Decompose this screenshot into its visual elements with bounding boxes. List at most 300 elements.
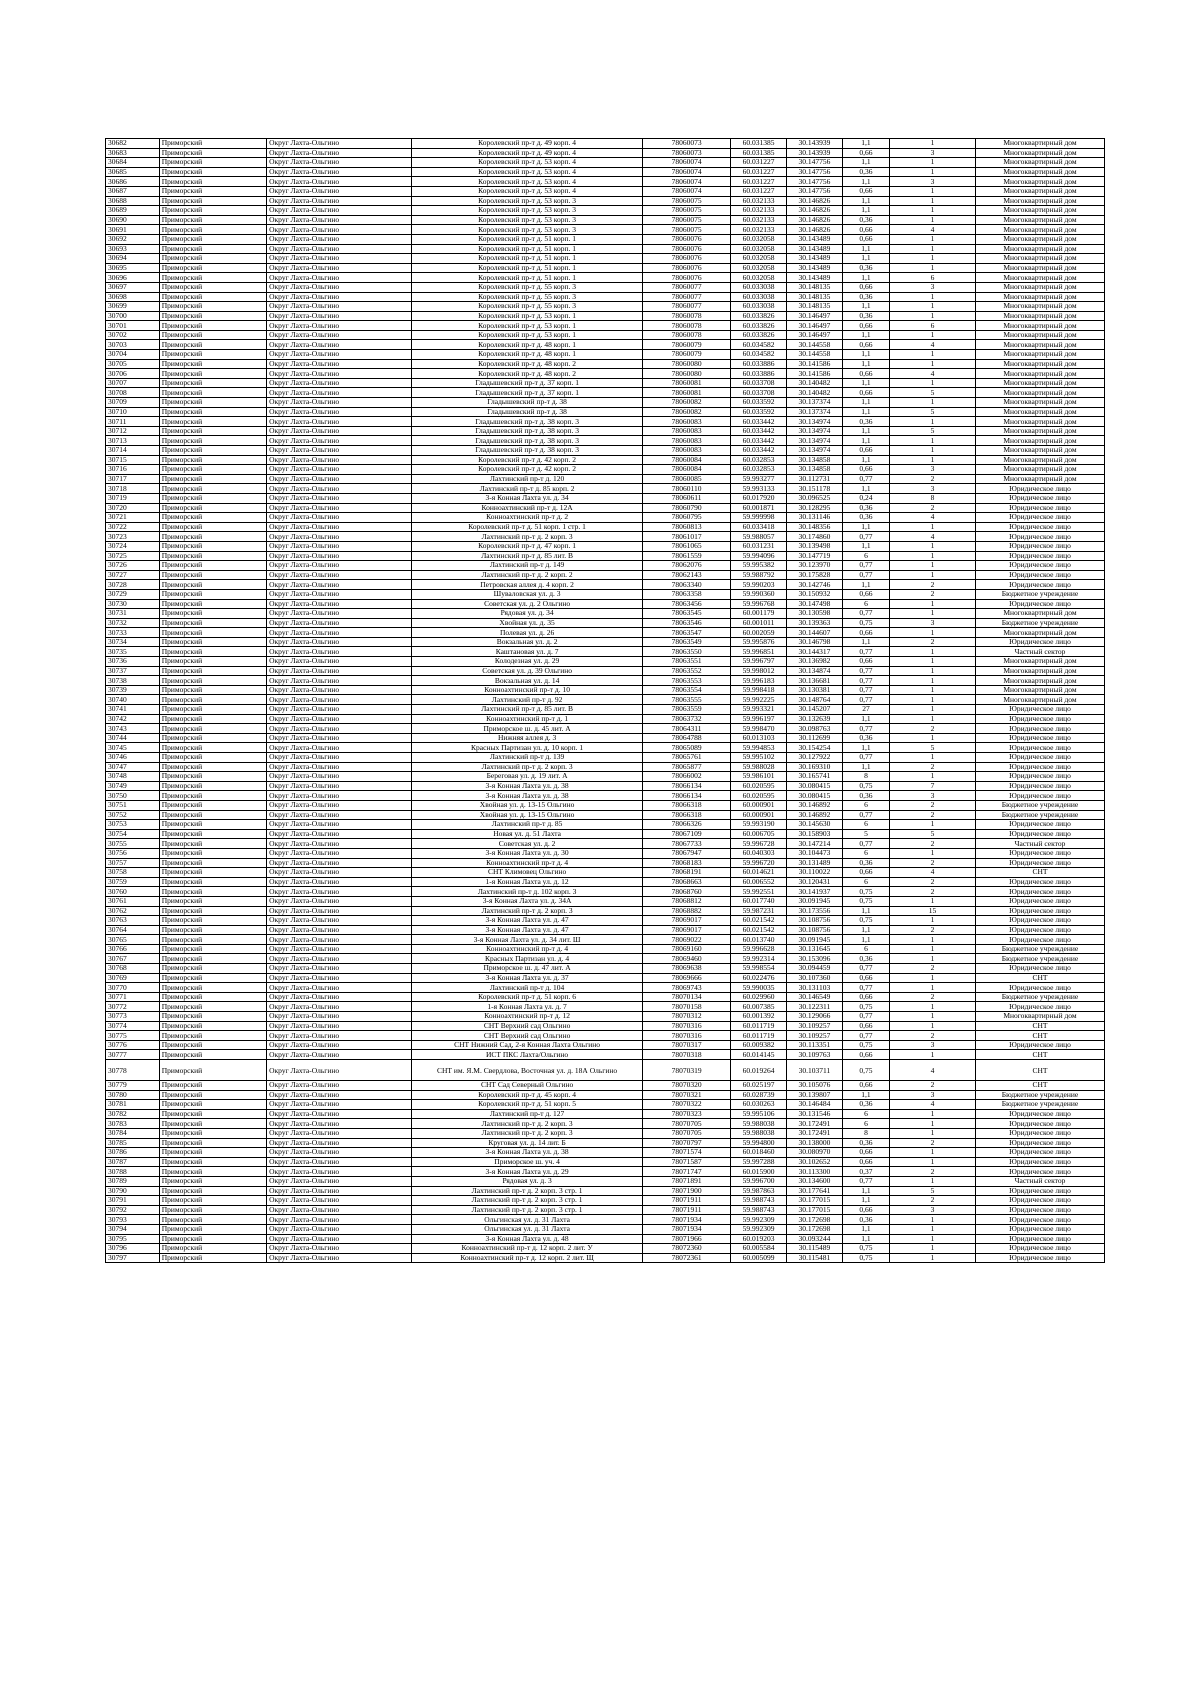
object-code-cell: 78060110 — [643, 484, 731, 494]
municipal-okrug-cell: Округ Лахта-Ольгино — [267, 551, 412, 561]
municipal-okrug-cell: Округ Лахта-Ольгино — [267, 896, 412, 906]
district-cell: Приморский — [159, 609, 266, 619]
municipal-okrug-cell: Округ Лахта-Ольгино — [267, 743, 412, 753]
latitude-cell: 59.996797 — [731, 657, 787, 667]
row-id-cell: 30736 — [106, 657, 160, 667]
object-code-cell: 78068882 — [643, 906, 731, 916]
volume-cell: 0,24 — [842, 493, 889, 503]
volume-cell: 0,77 — [842, 666, 889, 676]
table-row — [106, 609, 1105, 619]
source-type-cell: Юридическое лицо — [976, 820, 1105, 830]
address-cell: Ольгинская ул. д. 31 Лахта — [412, 1215, 643, 1225]
container-count-cell: 2 — [890, 839, 976, 849]
longitude-cell: 30.109763 — [786, 1050, 842, 1060]
object-code-cell: 78063553 — [643, 676, 731, 686]
table-row — [106, 350, 1105, 360]
municipal-okrug-cell: Округ Лахта-Ольгино — [267, 1234, 412, 1244]
address-cell: 3-я Конная Лахта ул. д. 34 — [412, 493, 643, 503]
longitude-cell: 30.107360 — [786, 973, 842, 983]
container-count-cell: 1 — [890, 820, 976, 830]
volume-cell: 0,36 — [842, 215, 889, 225]
container-count-cell: 2 — [890, 1031, 976, 1041]
volume-cell: 1,1 — [842, 925, 889, 935]
object-code-cell: 78063358 — [643, 589, 731, 599]
address-cell: Королевский пр-т д. 51 корп. 1 стр. 1 — [412, 522, 643, 532]
district-cell: Приморский — [159, 436, 266, 446]
object-code-cell: 78069160 — [643, 944, 731, 954]
object-code-cell: 78071747 — [643, 1167, 731, 1177]
district-cell: Приморский — [159, 647, 266, 657]
source-type-cell: Юридическое лицо — [976, 772, 1105, 782]
latitude-cell: 59.994800 — [731, 1138, 787, 1148]
object-code-cell: 78060074 — [643, 167, 731, 177]
district-cell: Приморский — [159, 186, 266, 196]
row-id-cell: 30706 — [106, 369, 160, 379]
municipal-okrug-cell: Округ Лахта-Ольгино — [267, 1109, 412, 1119]
row-id-cell: 30766 — [106, 944, 160, 954]
longitude-cell: 30.146484 — [786, 1100, 842, 1110]
source-type-cell: Юридическое лицо — [976, 1157, 1105, 1167]
container-count-cell: 2 — [890, 925, 976, 935]
address-cell: 3-я Конная Лахта ул. д. 38 — [412, 1148, 643, 1158]
district-cell: Приморский — [159, 407, 266, 417]
municipal-okrug-cell: Округ Лахта-Ольгино — [267, 148, 412, 158]
address-cell: Конноахтинский пр-т д. 4 — [412, 858, 643, 868]
table-row — [106, 1215, 1105, 1225]
latitude-cell: 60.017920 — [731, 493, 787, 503]
municipal-okrug-cell: Округ Лахта-Ольгино — [267, 1205, 412, 1215]
container-count-cell: 1 — [890, 1119, 976, 1129]
latitude-cell: 60.032133 — [731, 215, 787, 225]
source-type-cell: Юридическое лицо — [976, 791, 1105, 801]
address-cell: 1-я Конная Лахта ул. д. 7 — [412, 1002, 643, 1012]
container-count-cell: 1 — [890, 753, 976, 763]
volume-cell: 0,36 — [842, 167, 889, 177]
source-type-cell: Юридическое лицо — [976, 522, 1105, 532]
object-code-cell: 78070323 — [643, 1109, 731, 1119]
row-id-cell: 30761 — [106, 896, 160, 906]
latitude-cell: 59.988792 — [731, 570, 787, 580]
source-type-cell: Многоквартирный дом — [976, 196, 1105, 206]
address-cell: Королевский пр-т д. 55 корп. 3 — [412, 302, 643, 312]
row-id-cell: 30752 — [106, 810, 160, 820]
latitude-cell: 59.988743 — [731, 1205, 787, 1215]
district-cell: Приморский — [159, 455, 266, 465]
longitude-cell: 30.169310 — [786, 762, 842, 772]
row-id-cell: 30703 — [106, 340, 160, 350]
district-cell: Приморский — [159, 541, 266, 551]
table-row — [106, 1119, 1105, 1129]
container-count-cell: 2 — [890, 1138, 976, 1148]
address-cell: Гладышевский пр-т д. 38 корп. 3 — [412, 426, 643, 436]
volume-cell: 0,36 — [842, 311, 889, 321]
table-row — [106, 158, 1105, 168]
source-type-cell: Юридическое лицо — [976, 1186, 1105, 1196]
district-cell: Приморский — [159, 589, 266, 599]
object-code-cell: 78070797 — [643, 1138, 731, 1148]
volume-cell: 0,75 — [842, 1002, 889, 1012]
latitude-cell: 59.996700 — [731, 1176, 787, 1186]
district-cell: Приморский — [159, 158, 266, 168]
municipal-okrug-cell: Округ Лахта-Ольгино — [267, 254, 412, 264]
municipal-okrug-cell: Округ Лахта-Ольгино — [267, 666, 412, 676]
address-cell: Лахтинский пр-т д. 2 корп. 3 — [412, 762, 643, 772]
district-cell: Приморский — [159, 446, 266, 456]
volume-cell: 0,66 — [842, 589, 889, 599]
container-count-cell: 1 — [890, 436, 976, 446]
latitude-cell: 60.009382 — [731, 1040, 787, 1050]
longitude-cell: 30.139807 — [786, 1090, 842, 1100]
municipal-okrug-cell: Округ Лахта-Ольгино — [267, 398, 412, 408]
longitude-cell: 30.150932 — [786, 589, 842, 599]
address-cell: 3-я Конная Лахта ул. д. 37 — [412, 973, 643, 983]
source-type-cell: Юридическое лицо — [976, 983, 1105, 993]
source-type-cell: Бюджетное учреждение — [976, 1090, 1105, 1100]
source-type-cell: Бюджетное учреждение — [976, 944, 1105, 954]
district-cell: Приморский — [159, 983, 266, 993]
table-row — [106, 1060, 1105, 1081]
row-id-cell: 30685 — [106, 167, 160, 177]
district-cell: Приморский — [159, 1060, 266, 1081]
table-row — [106, 1012, 1105, 1022]
district-cell: Приморский — [159, 561, 266, 571]
district-cell: Приморский — [159, 685, 266, 695]
table-row — [106, 1176, 1105, 1186]
address-cell: Вокзальная ул. д. 2 — [412, 637, 643, 647]
longitude-cell: 30.144558 — [786, 340, 842, 350]
source-type-cell: Юридическое лицо — [976, 551, 1105, 561]
source-type-cell: Частный сектор — [976, 839, 1105, 849]
district-cell: Приморский — [159, 925, 266, 935]
container-count-cell: 2 — [890, 1196, 976, 1206]
municipal-okrug-cell: Округ Лахта-Ольгино — [267, 964, 412, 974]
object-code-cell: 78066134 — [643, 791, 731, 801]
address-cell: Лахтинский пр-т д. 2 корп. 3 стр. 1 — [412, 1186, 643, 1196]
latitude-cell: 60.033442 — [731, 446, 787, 456]
object-code-cell: 78060073 — [643, 139, 731, 149]
container-count-cell: 1 — [890, 1109, 976, 1119]
municipal-okrug-cell: Округ Лахта-Ольгино — [267, 810, 412, 820]
volume-cell: 1,1 — [842, 580, 889, 590]
longitude-cell: 30.131546 — [786, 1109, 842, 1119]
source-type-cell: Многоквартирный дом — [976, 244, 1105, 254]
volume-cell: 0,66 — [842, 225, 889, 235]
object-code-cell: 78071891 — [643, 1176, 731, 1186]
table-row — [106, 916, 1105, 926]
source-type-cell: Многоквартирный дом — [976, 292, 1105, 302]
district-cell: Приморский — [159, 906, 266, 916]
municipal-okrug-cell: Округ Лахта-Ольгино — [267, 705, 412, 715]
row-id-cell: 30697 — [106, 282, 160, 292]
district-cell: Приморский — [159, 215, 266, 225]
municipal-okrug-cell: Округ Лахта-Ольгино — [267, 455, 412, 465]
table-row — [106, 906, 1105, 916]
container-count-cell: 2 — [890, 992, 976, 1002]
address-cell: Хвойная ул. д. 13-15 Ольгино — [412, 800, 643, 810]
district-cell: Приморский — [159, 1128, 266, 1138]
table-row — [106, 829, 1105, 839]
longitude-cell: 30.146549 — [786, 992, 842, 1002]
table-row — [106, 139, 1105, 149]
longitude-cell: 30.148135 — [786, 282, 842, 292]
row-id-cell: 30688 — [106, 196, 160, 206]
container-count-cell: 1 — [890, 685, 976, 695]
municipal-okrug-cell: Округ Лахта-Ольгино — [267, 753, 412, 763]
volume-cell: 0,77 — [842, 695, 889, 705]
volume-cell: 0,75 — [842, 1060, 889, 1081]
container-count-cell: 1 — [890, 695, 976, 705]
district-cell: Приморский — [159, 637, 266, 647]
municipal-okrug-cell: Округ Лахта-Ольгино — [267, 618, 412, 628]
table-row — [106, 570, 1105, 580]
district-cell: Приморский — [159, 676, 266, 686]
source-type-cell: Юридическое лицо — [976, 753, 1105, 763]
latitude-cell: 59.993133 — [731, 484, 787, 494]
longitude-cell: 30.134858 — [786, 465, 842, 475]
row-id-cell: 30783 — [106, 1119, 160, 1129]
address-cell: Лахтинский пр-т д. 149 — [412, 561, 643, 571]
district-cell: Приморский — [159, 1244, 266, 1254]
municipal-okrug-cell: Округ Лахта-Ольгино — [267, 1119, 412, 1129]
container-count-cell: 1 — [890, 196, 976, 206]
container-count-cell: 1 — [890, 302, 976, 312]
row-id-cell: 30756 — [106, 848, 160, 858]
source-type-cell: Юридическое лицо — [976, 1196, 1105, 1206]
district-cell: Приморский — [159, 206, 266, 216]
source-type-cell: Юридическое лицо — [976, 1002, 1105, 1012]
row-id-cell: 30734 — [106, 637, 160, 647]
container-count-cell: 2 — [890, 877, 976, 887]
row-id-cell: 30773 — [106, 1012, 160, 1022]
table-row — [106, 743, 1105, 753]
row-id-cell: 30694 — [106, 254, 160, 264]
latitude-cell: 60.032853 — [731, 455, 787, 465]
longitude-cell: 30.091945 — [786, 935, 842, 945]
table-row — [106, 215, 1105, 225]
longitude-cell: 30.131103 — [786, 983, 842, 993]
row-id-cell: 30687 — [106, 186, 160, 196]
volume-cell: 0,36 — [842, 513, 889, 523]
volume-cell: 0,66 — [842, 446, 889, 456]
container-count-cell: 3 — [890, 465, 976, 475]
data-table — [105, 138, 1105, 1263]
object-code-cell: 78060079 — [643, 350, 731, 360]
address-cell: 3-я Конная Лахта ул. д. 29 — [412, 1167, 643, 1177]
address-cell: Каштановая ул. д. 7 — [412, 647, 643, 657]
object-code-cell: 78060083 — [643, 436, 731, 446]
container-count-cell: 1 — [890, 350, 976, 360]
municipal-okrug-cell: Округ Лахта-Ольгино — [267, 925, 412, 935]
container-count-cell: 1 — [890, 1224, 976, 1234]
latitude-cell: 60.001179 — [731, 609, 787, 619]
container-count-cell: 1 — [890, 206, 976, 216]
container-count-cell: 1 — [890, 561, 976, 571]
longitude-cell: 30.145207 — [786, 705, 842, 715]
source-type-cell: Юридическое лицо — [976, 887, 1105, 897]
longitude-cell: 30.142746 — [786, 580, 842, 590]
municipal-okrug-cell: Округ Лахта-Ольгино — [267, 1128, 412, 1138]
address-cell: Хвойная ул. д. 35 — [412, 618, 643, 628]
container-count-cell: 15 — [890, 906, 976, 916]
row-id-cell: 30698 — [106, 292, 160, 302]
address-cell: Приморское ш. д. 47 лит. А — [412, 964, 643, 974]
table-row — [106, 657, 1105, 667]
volume-cell: 1,1 — [842, 935, 889, 945]
container-count-cell: 1 — [890, 714, 976, 724]
longitude-cell: 30.172491 — [786, 1119, 842, 1129]
longitude-cell: 30.123970 — [786, 561, 842, 571]
source-type-cell: Юридическое лицо — [976, 724, 1105, 734]
municipal-okrug-cell: Округ Лахта-Ольгино — [267, 234, 412, 244]
address-cell: 1-я Конная Лахта ул. д. 12 — [412, 877, 643, 887]
district-cell: Приморский — [159, 839, 266, 849]
address-cell: Королевский пр-т д. 49 корп. 4 — [412, 148, 643, 158]
table-row — [106, 647, 1105, 657]
object-code-cell: 78063547 — [643, 628, 731, 638]
latitude-cell: 59.995106 — [731, 1109, 787, 1119]
address-cell: Королевский пр-т д. 51 корп. 5 — [412, 1100, 643, 1110]
source-type-cell: Юридическое лицо — [976, 637, 1105, 647]
district-cell: Приморский — [159, 196, 266, 206]
latitude-cell: 59.992314 — [731, 954, 787, 964]
row-id-cell: 30755 — [106, 839, 160, 849]
source-type-cell: Многоквартирный дом — [976, 167, 1105, 177]
volume-cell: 1,1 — [842, 1186, 889, 1196]
municipal-okrug-cell: Округ Лахта-Ольгино — [267, 1012, 412, 1022]
row-id-cell: 30771 — [106, 992, 160, 1002]
object-code-cell: 78063549 — [643, 637, 731, 647]
table-row — [106, 580, 1105, 590]
source-type-cell: Юридическое лицо — [976, 1205, 1105, 1215]
municipal-okrug-cell: Округ Лахта-Ольгино — [267, 311, 412, 321]
row-id-cell: 30785 — [106, 1138, 160, 1148]
object-code-cell: 78063456 — [643, 599, 731, 609]
longitude-cell: 30.147756 — [786, 177, 842, 187]
table-row — [106, 541, 1105, 551]
container-count-cell: 1 — [890, 292, 976, 302]
container-count-cell: 3 — [890, 1090, 976, 1100]
latitude-cell: 60.031227 — [731, 186, 787, 196]
longitude-cell: 30.128295 — [786, 503, 842, 513]
object-code-cell: 78062076 — [643, 561, 731, 571]
address-cell: Королевский пр-т д. 48 корп. 1 — [412, 340, 643, 350]
volume-cell: 6 — [842, 800, 889, 810]
address-cell: 3-я Конная Лахта ул. д. 34 лит. Ш — [412, 935, 643, 945]
container-count-cell: 4 — [890, 225, 976, 235]
container-count-cell: 1 — [890, 378, 976, 388]
row-id-cell: 30731 — [106, 609, 160, 619]
source-type-cell: Многоквартирный дом — [976, 657, 1105, 667]
table-row — [106, 599, 1105, 609]
longitude-cell: 30.144607 — [786, 628, 842, 638]
district-cell: Приморский — [159, 493, 266, 503]
object-code-cell: 78060076 — [643, 273, 731, 283]
object-code-cell: 78071900 — [643, 1186, 731, 1196]
table-row — [106, 695, 1105, 705]
volume-cell: 1,1 — [842, 637, 889, 647]
district-cell: Приморский — [159, 398, 266, 408]
district-cell: Приморский — [159, 973, 266, 983]
row-id-cell: 30762 — [106, 906, 160, 916]
address-cell: Королевский пр-т д. 53 корп. 4 — [412, 186, 643, 196]
object-code-cell: 78067947 — [643, 848, 731, 858]
row-id-cell: 30768 — [106, 964, 160, 974]
object-code-cell: 78067733 — [643, 839, 731, 849]
table-row — [106, 666, 1105, 676]
municipal-okrug-cell: Округ Лахта-Ольгино — [267, 465, 412, 475]
container-count-cell: 8 — [890, 493, 976, 503]
municipal-okrug-cell: Округ Лахта-Ольгино — [267, 1021, 412, 1031]
latitude-cell: 60.020595 — [731, 781, 787, 791]
address-cell: Приморское ш. д. 45 лит. А — [412, 724, 643, 734]
container-count-cell: 1 — [890, 541, 976, 551]
source-type-cell: Многоквартирный дом — [976, 273, 1105, 283]
volume-cell: 1,1 — [842, 273, 889, 283]
table-row — [106, 1253, 1105, 1263]
container-count-cell: 1 — [890, 896, 976, 906]
table-row — [106, 676, 1105, 686]
volume-cell: 0,66 — [842, 1157, 889, 1167]
municipal-okrug-cell: Округ Лахта-Ольгино — [267, 139, 412, 149]
object-code-cell: 78060076 — [643, 234, 731, 244]
district-cell: Приморский — [159, 1002, 266, 1012]
longitude-cell: 30.137374 — [786, 398, 842, 408]
volume-cell: 0,66 — [842, 992, 889, 1002]
municipal-okrug-cell: Округ Лахта-Ольгино — [267, 206, 412, 216]
latitude-cell: 60.007385 — [731, 1002, 787, 1012]
latitude-cell: 59.986101 — [731, 772, 787, 782]
district-cell: Приморский — [159, 369, 266, 379]
table-body — [106, 139, 1105, 1263]
volume-cell: 0,77 — [842, 1176, 889, 1186]
district-cell: Приморский — [159, 225, 266, 235]
latitude-cell: 60.033708 — [731, 388, 787, 398]
row-id-cell: 30729 — [106, 589, 160, 599]
longitude-cell: 30.102652 — [786, 1157, 842, 1167]
row-id-cell: 30780 — [106, 1090, 160, 1100]
latitude-cell: 59.993277 — [731, 474, 787, 484]
table-row — [106, 1205, 1105, 1215]
longitude-cell: 30.109257 — [786, 1021, 842, 1031]
longitude-cell: 30.098763 — [786, 724, 842, 734]
source-type-cell: Бюджетное учреждение — [976, 810, 1105, 820]
source-type-cell: Многоквартирный дом — [976, 465, 1105, 475]
source-type-cell: Многоквартирный дом — [976, 263, 1105, 273]
object-code-cell: 78060075 — [643, 206, 731, 216]
longitude-cell: 30.080970 — [786, 1148, 842, 1158]
municipal-okrug-cell: Округ Лахта-Ольгино — [267, 369, 412, 379]
latitude-cell: 60.033592 — [731, 398, 787, 408]
latitude-cell: 59.998012 — [731, 666, 787, 676]
latitude-cell: 59.992551 — [731, 887, 787, 897]
volume-cell: 0,77 — [842, 1012, 889, 1022]
object-code-cell: 78060080 — [643, 369, 731, 379]
district-cell: Приморский — [159, 1100, 266, 1110]
source-type-cell: Многоквартирный дом — [976, 369, 1105, 379]
address-cell: Королевский пр-т д. 55 корп. 3 — [412, 292, 643, 302]
longitude-cell: 30.131645 — [786, 944, 842, 954]
container-count-cell: 1 — [890, 628, 976, 638]
source-type-cell: Бюджетное учреждение — [976, 1100, 1105, 1110]
row-id-cell: 30772 — [106, 1002, 160, 1012]
row-id-cell: 30775 — [106, 1031, 160, 1041]
table-row — [106, 177, 1105, 187]
latitude-cell: 60.020595 — [731, 791, 787, 801]
longitude-cell: 30.108756 — [786, 916, 842, 926]
latitude-cell: 60.032133 — [731, 196, 787, 206]
municipal-okrug-cell: Округ Лахта-Ольгино — [267, 935, 412, 945]
volume-cell: 0,75 — [842, 781, 889, 791]
